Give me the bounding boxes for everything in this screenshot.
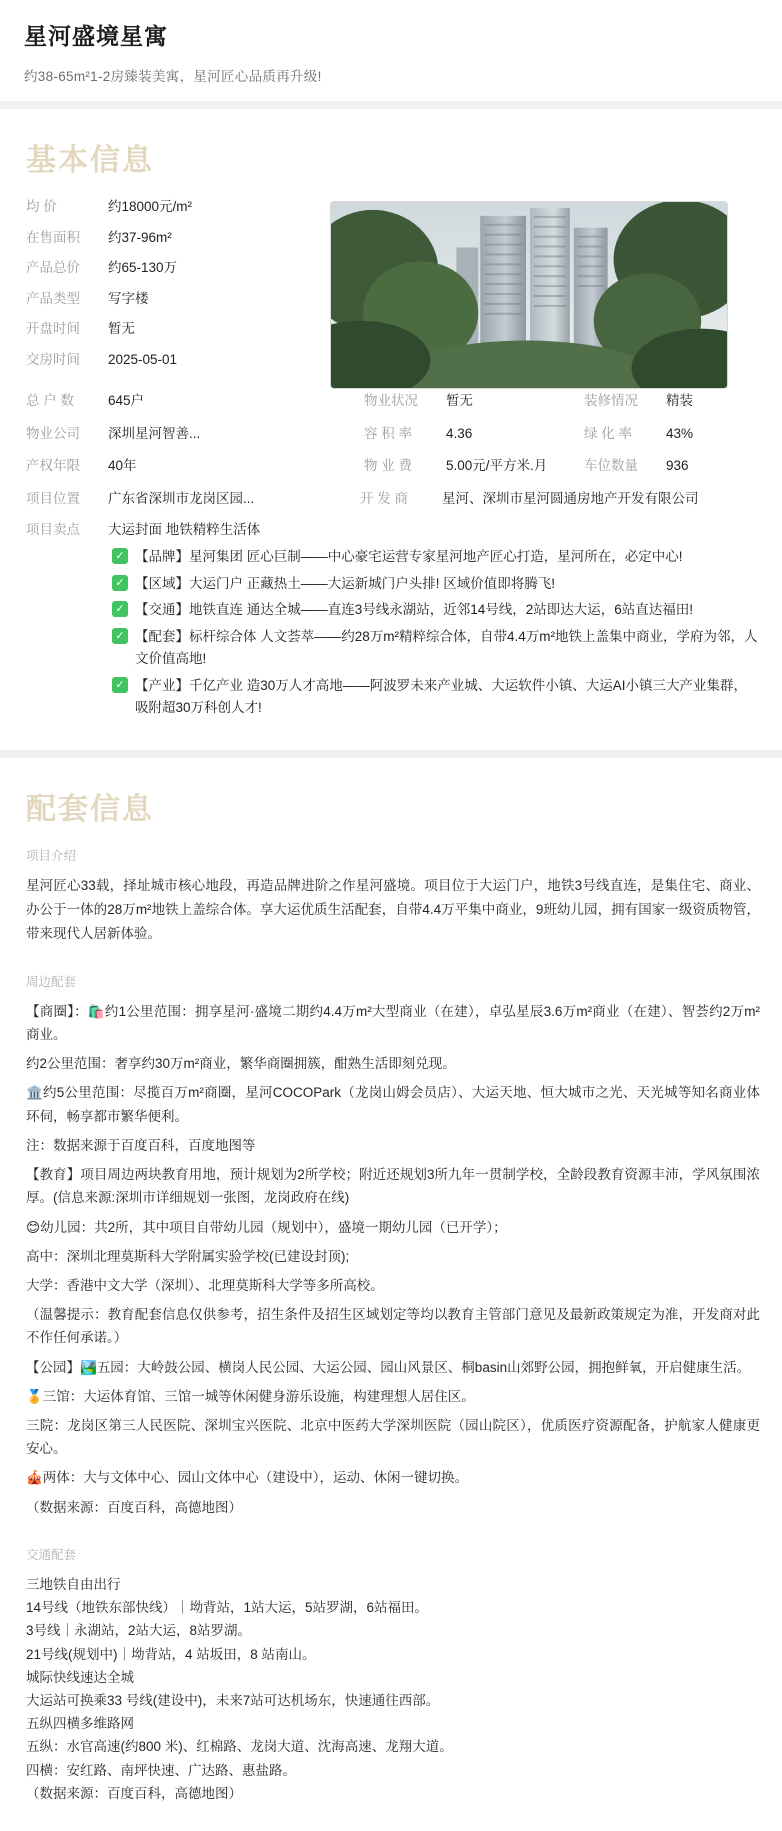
list-item xyxy=(112,599,760,621)
check-icon: ✓ xyxy=(112,575,128,591)
info-value: 40年 xyxy=(108,458,137,474)
band-row xyxy=(22,424,760,455)
basic-info-card xyxy=(0,109,782,750)
info-row xyxy=(26,289,322,309)
info-row xyxy=(26,258,322,278)
band-row xyxy=(22,391,760,422)
info-value: 5.00元/平方米.月 xyxy=(446,458,548,474)
traffic-line: 四横：安红路、南坪快速、广达路、惠盐路。 xyxy=(26,1762,296,1778)
around-line: （数据来源：百度百科，高德地图） xyxy=(26,1499,242,1515)
band-cell xyxy=(26,391,364,422)
info-value: 暂无 xyxy=(108,321,135,337)
info-row xyxy=(26,319,322,339)
basic-info-top xyxy=(22,197,760,389)
list-item-label: 【区域】大运门户 正藏热土——大运新城门户头排! 区域价值即将腾飞! xyxy=(135,575,556,591)
info-value: 大运封面 地铁精粹生活体 xyxy=(108,521,261,537)
info-value: 暂无 xyxy=(446,393,473,408)
band-cell xyxy=(26,456,364,487)
info-label: 产权年限 xyxy=(26,458,80,474)
traffic-line: 大运站可换乘33 号线(建设中)，未来7站可达机场东，快速通往西部。 xyxy=(26,1693,440,1708)
location-developer-row xyxy=(22,487,760,507)
info-value: 645户 xyxy=(108,393,145,408)
info-label: 总 户 数 xyxy=(26,393,75,408)
info-label: 产品类型 xyxy=(26,290,80,306)
facilities-card xyxy=(0,758,782,1831)
info-value: 星河、深圳市星河圆通房地产开发有限公司 xyxy=(442,490,699,506)
info-value: 43% xyxy=(666,425,694,441)
around-line: 高中：深圳北理莫斯科大学附属实验学校(已建设封顶); xyxy=(26,1248,350,1264)
info-label: 物 业 费 xyxy=(364,458,413,474)
around-list xyxy=(22,1000,760,1519)
page-subtitle: 约38-65m²1-2房臻装美寓，星河匠心品质再升级! xyxy=(24,69,322,84)
info-label: 项目卖点 xyxy=(26,521,80,537)
info-label: 车位数量 xyxy=(584,458,638,474)
info-label: 交房时间 xyxy=(26,351,80,367)
info-label: 开 发 商 xyxy=(360,490,409,506)
around-line: 😊幼儿园：共2所，其中项目自带幼儿园（规划中），盛境一期幼儿园（已开学）； xyxy=(26,1219,507,1235)
band-cell xyxy=(26,424,364,455)
page-title: 星河盛境星寓 xyxy=(24,23,168,49)
info-label: 装修情况 xyxy=(584,393,638,408)
info-label: 物业状况 xyxy=(364,393,418,408)
intro-label: 项目介绍 xyxy=(26,848,77,863)
around-line: 大学：香港中文大学（深圳）、北理莫斯科大学等多所高校。 xyxy=(26,1277,384,1293)
list-item-label: 【交通】地铁直连 通达全城——直连3号线永湖站，近邻14号线，2站即达大运，6站直达福田! xyxy=(135,602,694,618)
basic-info-section-title: 基本信息 xyxy=(26,143,154,178)
around-line: （温馨提示：教育配套信息仅供参考，招生条件及招生区域划定等均以教育主管部门意见及最新政策规定为准，开发商对此不作任何承诺。） xyxy=(26,1307,760,1346)
page-header xyxy=(0,0,782,101)
list-item xyxy=(112,675,760,719)
info-row xyxy=(26,350,322,370)
list-item xyxy=(112,626,760,670)
spacer xyxy=(22,1525,760,1541)
info-value: 写字楼 xyxy=(108,290,149,306)
band-cell xyxy=(364,424,584,455)
info-label: 产品总价 xyxy=(26,260,80,276)
check-icon: ✓ xyxy=(112,548,128,564)
info-value: 广东省深圳市龙岗区园... xyxy=(108,490,255,506)
basic-info-band xyxy=(22,391,760,507)
intro-text: 星河匠心33载，择址城市核心地段，再造品牌进阶之作星河盛境。项目位于大运门户，地铁3号线直连，是集住宅、商业、办公于一体的28万m²地铁上盖综合体。享大运优质生活配套，自带4.4万平集中商业，9班幼儿园，拥有国家一级资质物管，带来现代人居新体验。 xyxy=(26,877,760,941)
band-row xyxy=(22,456,760,487)
band-cell xyxy=(584,391,760,422)
info-value: 约65-130万 xyxy=(108,260,178,276)
info-label: 物业公司 xyxy=(26,425,80,441)
around-line: 注：数据来源于百度百科，百度地图等 xyxy=(26,1137,256,1153)
info-row xyxy=(26,228,322,248)
selling-points-list xyxy=(26,546,760,719)
selling-points-block xyxy=(22,518,760,719)
around-line: 🏅三馆：大运体育馆、三馆一城等休闲健身游乐设施，构建理想人居住区。 xyxy=(26,1388,475,1404)
project-photo-container[interactable] xyxy=(322,197,760,389)
check-icon: ✓ xyxy=(112,628,128,644)
traffic-line: 21号线(规划中)｜坳背站，4 站坂田，8 站南山。 xyxy=(26,1646,316,1662)
list-item-label: 【产业】千亿产业 造30万人才高地——阿波罗未来产业城、大运软件小镇、大运AI小镇三大产业集群，吸附超30万科创人才! xyxy=(135,677,748,715)
spacer xyxy=(22,952,760,968)
traffic-line: 五纵四横多维路网 xyxy=(26,1716,134,1732)
selling-points-header xyxy=(26,518,760,538)
info-value: 4.36 xyxy=(446,425,473,441)
project-photo[interactable] xyxy=(330,201,728,389)
check-icon: ✓ xyxy=(112,601,128,617)
around-line: 【教育】项目周边两块教育用地，预计规划为2所学校；附近还规划3所九年一贯制学校，全龄段教育资源丰沛，学风氛围浓厚。(信息来源:深圳市详细规划一张图，龙岗政府在线) xyxy=(26,1167,760,1206)
info-value: 深圳星河智善... xyxy=(108,425,201,441)
info-value: 936 xyxy=(666,458,689,474)
band-cell xyxy=(364,391,584,422)
traffic-line: 3号线｜永湖站，2站大运，8站罗湖。 xyxy=(26,1623,252,1639)
list-item xyxy=(112,546,760,568)
info-value: 约37-96m² xyxy=(108,229,172,245)
info-label: 容 积 率 xyxy=(364,425,413,441)
info-label: 在售面积 xyxy=(26,229,80,245)
info-row xyxy=(26,197,322,217)
list-item-label: 【配套】标杆综合体 人文荟萃——约28万m²精粹综合体，自带4.4万m²地铁上盖集中商业，学府为邻，人文价值高地! xyxy=(135,629,758,667)
check-icon: ✓ xyxy=(112,677,128,693)
traffic-list xyxy=(22,1573,760,1805)
around-line: 【公园】🏞️五园：大岭鼓公园、横岗人民公园、大运公园、园山风景区、桐basin山郊野公园，拥抱鲜氧，开启健康生活。 xyxy=(26,1359,751,1375)
info-label: 均 价 xyxy=(26,199,57,214)
band-cell xyxy=(584,456,760,487)
around-label: 周边配套 xyxy=(26,974,77,989)
info-label: 开盘时间 xyxy=(26,321,80,337)
info-label: 项目位置 xyxy=(26,490,80,506)
traffic-line: （数据来源：百度百科，高德地图） xyxy=(26,1785,242,1801)
info-value: 约18000元/m² xyxy=(108,199,193,214)
traffic-line: 14号线（地铁东部快线）｜坳背站，1站大运，5站罗湖，6站福田。 xyxy=(26,1600,429,1616)
info-value: 精装 xyxy=(666,393,693,408)
around-line: 三院：龙岗区第三人民医院、深圳宝兴医院、北京中医药大学深圳医院（园山院区），优质医疗资源配备，护航家人健康更安心。 xyxy=(26,1418,760,1457)
band-cell xyxy=(584,424,760,455)
traffic-line: 三地铁自由出行 xyxy=(26,1576,121,1592)
info-label: 绿 化 率 xyxy=(584,425,633,441)
traffic-line: 城际快线速达全城 xyxy=(26,1669,134,1685)
basic-info-rows xyxy=(22,197,322,380)
around-line: 🎪两体：大与文体中心、园山文体中心（建设中），运动、休闲一键切换。 xyxy=(26,1470,469,1486)
traffic-line: 五纵：水官高速(约800 米)、红棉路、龙岗大道、沈海高速、龙翔大道。 xyxy=(26,1739,453,1755)
list-item-label: 【品牌】星河集团 匠心巨制——中心豪宅运营专家星河地产匠心打造，星河所在，必定中心! xyxy=(135,548,683,564)
traffic-label: 交通配套 xyxy=(26,1547,77,1562)
info-value: 2025-05-01 xyxy=(108,351,178,367)
around-line: 【商圈】：🛍️约1公里范围：拥享星河·盛境二期约4.4万m²大型商业（在建），卓弘星辰3.6万m²商业（在建）、智荟约2万m²商业。 xyxy=(26,1003,760,1042)
facilities-section-title: 配套信息 xyxy=(26,791,154,827)
around-line: 🏛️约5公里范围：尽揽百万m²商圈，星河COCOPark（龙岗山姆会员店）、大运天地、恒大城市之光、天光城等知名商业体环伺，畅享都市繁华便利。 xyxy=(26,1085,760,1124)
around-line: 约2公里范围：奢享约30万m²商业，繁华商圈拥簇，酣熟生活即刻兑现。 xyxy=(26,1056,456,1072)
band-cell xyxy=(364,456,584,487)
list-item xyxy=(112,573,760,595)
